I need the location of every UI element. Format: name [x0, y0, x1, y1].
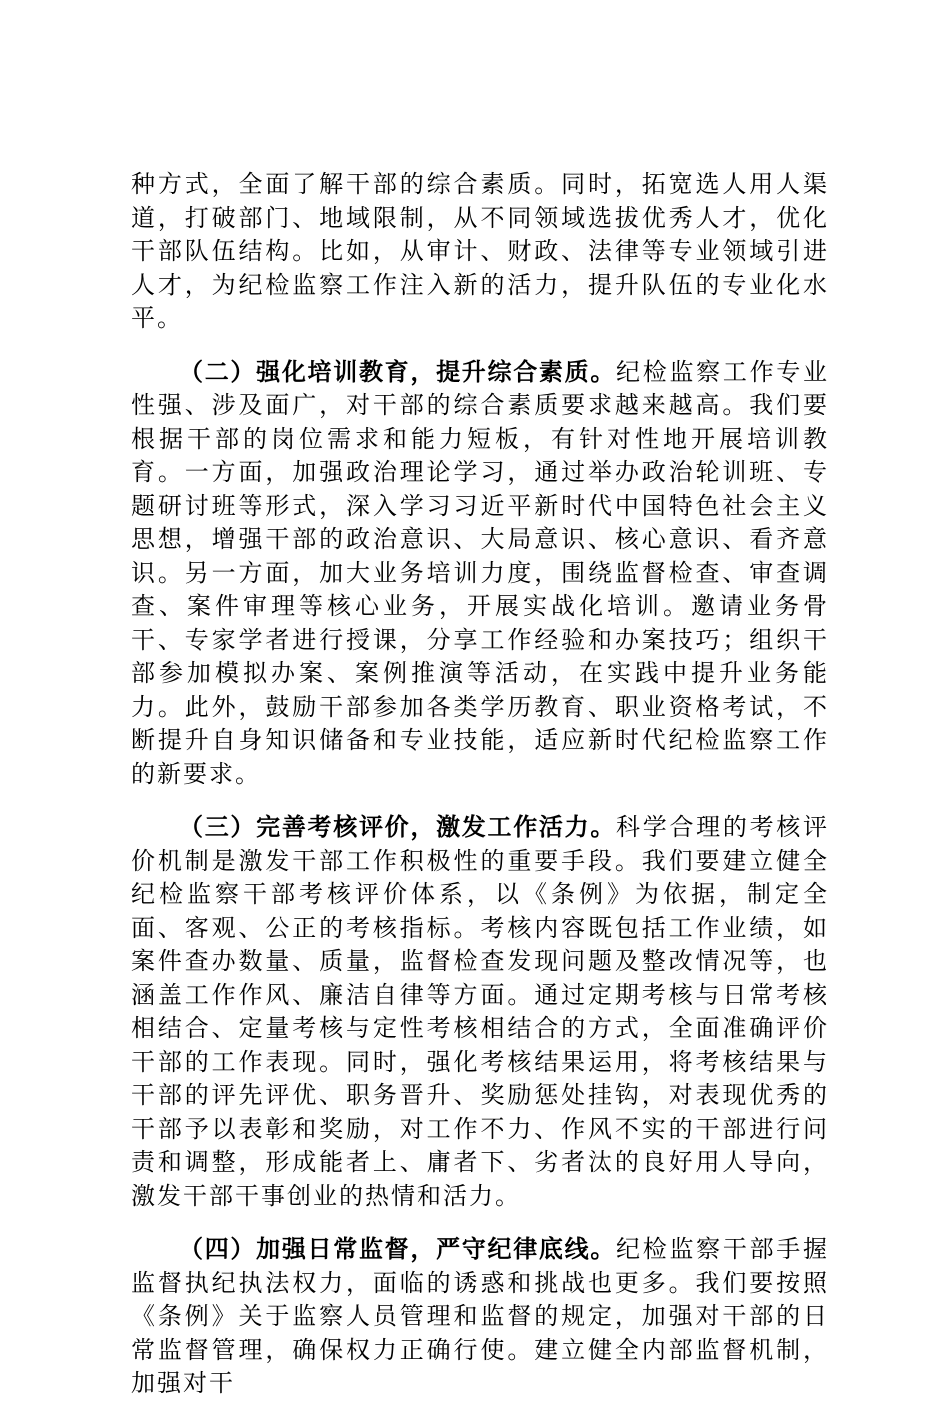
section-heading: （二）强化培训教育，提升综合素质。: [179, 357, 617, 386]
document-body: [131, 168, 829, 1421]
paragraph-body: 种方式，全面了解干部的综合素质。同时，拓宽选人用人渠道，打破部门、地域限制，从不同领域选拔优秀人才，优化干部队伍结构。比如，从审计、财政、法律等专业领域引进人才，为纪检监察工作注入新的活力，提升队伍的专业化水平。: [131, 170, 829, 332]
paragraph-continuation: [131, 168, 829, 336]
paragraph-body: 纪检监察干部手握监督执纪执法权力，面临的诱惑和挑战也更多。我们要按照《条例》关于监察人员管理和监督的规定，加强对干部的日常监督管理，确保权力正确行使。建立健全内部监督机制，加强对干: [131, 1235, 830, 1397]
section-heading: （四）加强日常监督，严守纪律底线。: [179, 1235, 617, 1263]
paragraph-body: 科学合理的考核评价机制是激发干部工作积极性的重要手段。我们要建立健全纪检监察干部考核评价体系，以《条例》为依据，制定全面、客观、公正的考核指标。考核内容既包括工作业绩，如案件查办数量、质量，监督检查发现问题及整改情况等，也涵盖工作作风、廉洁自律等方面。通过定期考核与日常考核相结合、定量考核与定性考核相结合的方式，全面准确评价干部的工作表现。同时，强化考核结果运用，将考核结果与干部的评先评优、职务晋升、奖励惩处挂钩，对表现优秀的干部予以表彰和奖励，对工作不力、作风不实的干部进行问责和调整，形成能者上、庸者下、劣者汰的良好用人导向，激发干部干事创业的热情和活力。: [131, 813, 830, 1210]
paragraph-section-2: [131, 356, 829, 792]
paragraph-section-3: [131, 811, 829, 1213]
section-heading: （三）完善考核评价，激发工作活力。: [179, 813, 617, 841]
paragraph-section-4: [131, 1233, 829, 1401]
paragraph-body: 纪检监察工作专业性强、涉及面广，对干部的综合素质要求越来越高。我们要根据干部的岗位需求和能力短板，有针对性地开展培训教育。一方面，加强政治理论学习，通过举办政治轮训班、专题研讨班等形式，深入学习习近平新时代中国特色社会主义思想，增强干部的政治意识、大局意识、核心意识、看齐意识。另一方面，加大业务培训力度，围绕监督检查、审查调查、案件审理等核心业务，开展实战化培训。邀请业务骨干、专家学者进行授课，分享工作经验和办案技巧；组织干部参加模拟办案、案例推演等活动，在实践中提升业务能力。此外，鼓励干部参加各类学历教育、职业资格考试，不断提升自身知识储备和专业技能，适应新时代纪检监察工作的新要求。: [131, 357, 830, 788]
